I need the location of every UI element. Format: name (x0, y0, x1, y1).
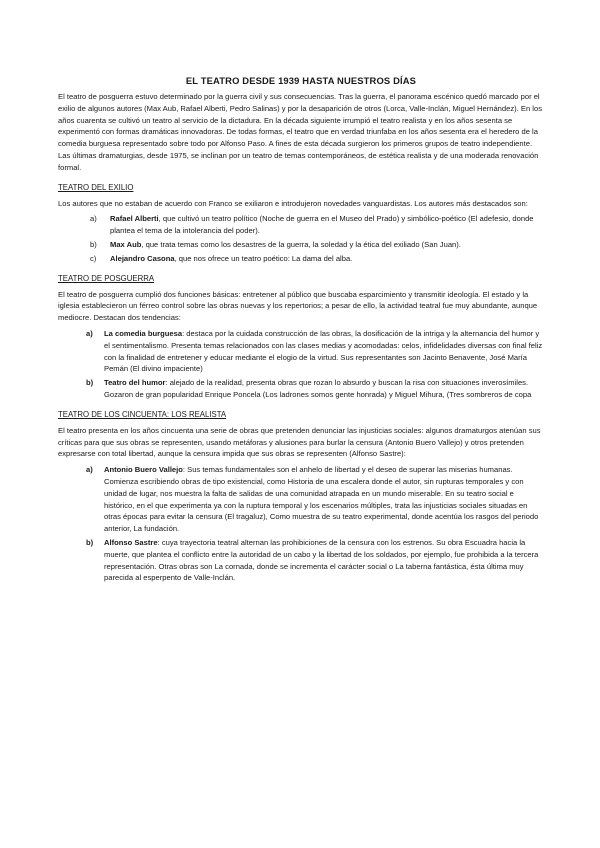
trend-name: Teatro del humor (104, 378, 166, 388)
section-cincuenta (58, 409, 544, 584)
item-text: : alejado de la realidad, presenta obras que rozan lo absurdo y buscan la risa con situaciones inverosímiles. Gozaron de gran popularidad Enrique Poncela (Los ladrones somos gente honrada) y Miguel Mihura, (Tres sombreros de copa (104, 378, 532, 399)
item-text: : destaca por la cuidada construcción de las obras, la dosificación de la intriga y la alternancia del humor y el sentimentalismo. Presenta temas relacionados con las clases medias y acomodadas: celos, infidelidades diversas con final feliz con la finalidad de entretener y educar mediante el elogio de la virtud. Sus representantes son Jacinto Benavente, José María Pemán (El divino impaciente) (104, 328, 543, 374)
list-item (58, 377, 544, 401)
section-heading: TEATRO DEL EXILIO (58, 182, 134, 192)
item-text: : Sus temas fundamentales son el anhelo de libertad y el deseo de superar las miserias humanas. Comienza escribiendo obras de tipo existencial, como Historia de una escalera donde el autor, sin rupturas temporales y con unidad de lugar, nos muestra la falta de salidas de una comunidad atrapada en un mundo miserable. En su teatro social e histórico, en el que experimenta ya con la ruptura temporal y los escenarios múltiples, trata las injusticias sociales situadas en otras épocas para evitar la censura (El tragaluz), Como muestra de su teatro experimental, donde acentúa los rasgos del periodo anterior, La fundación. (104, 465, 539, 534)
list-item (58, 253, 544, 265)
list-marker: b) (86, 537, 94, 547)
section-body: El teatro de posguerra cumplió dos funciones básicas: entretener al público que buscaba esparcimiento y transmitir ideología. El estado y la iglesia establecieron un férreo control sobre las obras nuevas y los repertorios; a pesar de ello, la actividad teatral fue muy abundante, aunque mediocre. Destacan dos tendencias: (58, 289, 538, 323)
section-exilio (58, 182, 544, 265)
author-name: Max Aub (110, 239, 142, 249)
list-item (58, 328, 544, 375)
trend-list (58, 328, 544, 401)
list-marker: a) (90, 214, 97, 224)
intro-paragraph: El teatro de posguerra estuvo determinado por la guerra civil y sus consecuencias. Tras la guerra, el panorama escénico quedó marcado por el exilio de algunos autores (Max Aub, Rafael Alberti, Pedro Salinas) y por la desaparición de otros (Lorca, Valle-Inclán, Miguel Hernández). En los años cuarenta se cultivó un teatro al servicio de la dictadura. En la década siguiente irrumpió el teatro realista y en los años sesenta se experimentó con formas dramáticas innovadoras. De todas formas, el teatro que en verdad triunfaba en los años sesenta era el heredero de la comedia burguesa representado sobre todo por Alfonso Paso. A fines de esta década surgieron los primeros grupos de teatro independiente. Las últimas dramaturgias, desde 1975, se inclinan por un teatro de temas contemporáneos, de estética realista y de una moderada renovación formal. (58, 92, 543, 172)
page-title: EL TEATRO DESDE 1939 HASTA NUESTROS DÍAS (185, 75, 417, 86)
section-heading: TEATRO DE POSGUERRA (58, 273, 155, 283)
list-marker: a) (86, 328, 93, 338)
section-body: El teatro presenta en los años cincuenta una serie de obras que pretenden denunciar las injusticias sociales: algunos dramaturgos atenúan sus críticas para que sus obras se representen, usando metáforas y alusiones para burlar la censura (Antonio Buero Vallejo) y otros pretenden expresarse con total libertad, aunque la censura impida que sus obras se representen (Alfonso Sastre): (58, 425, 541, 459)
list-marker: b) (86, 378, 94, 388)
list-marker: b) (90, 239, 97, 249)
author-name: Rafael Alberti (110, 214, 159, 224)
list-item (58, 213, 544, 237)
list-item (58, 537, 544, 584)
list-item (58, 239, 544, 251)
section-body: Los autores que no estaban de acuerdo con Franco se exiliaron e introdujeron novedades vanguardistas. Los autores más destacados son: (58, 198, 528, 208)
trend-name: La comedia burguesa (104, 328, 183, 338)
item-text: , que nos ofrece un teatro poético: La dama del alba. (174, 253, 353, 263)
item-text: , que trata temas como los desastres de la guerra, la soledad y la ética del exiliado (San Juan). (141, 239, 461, 249)
item-text: : cuya trayectoria teatral alternan las prohibiciones de la censura con los estrenos. Su obra Escuadra hacia la muerte, que plantea el conflicto entre la autoridad de un cabo y la libertad de los soldados, por ejemplo, fue prohibida a la tercera representación. Otras obras son La cornada, donde se incrementa el carácter social o La taberna fantástica, ésta última muy parecida al esperpento de Valle-Inclán. (104, 537, 539, 583)
section-posguerra (58, 273, 544, 401)
list-marker: a) (86, 465, 93, 475)
author-list (58, 464, 544, 584)
list-item (58, 464, 544, 535)
author-name: Alejandro Casona (110, 253, 175, 263)
list-marker: c) (90, 253, 97, 263)
author-name: Alfonso Sastre (104, 537, 158, 547)
section-heading: TEATRO DE LOS CINCUENTA: LOS REALISTA (58, 409, 227, 419)
author-list (58, 213, 544, 264)
item-text: , que cultivó un teatro político (Noche de guerra en el Museo del Prado) y simbólico-poético (El adefesio, donde plantea el tema de la intolerancia del poder). (110, 214, 534, 236)
author-name: Antonio Buero Vallejo (104, 465, 183, 475)
